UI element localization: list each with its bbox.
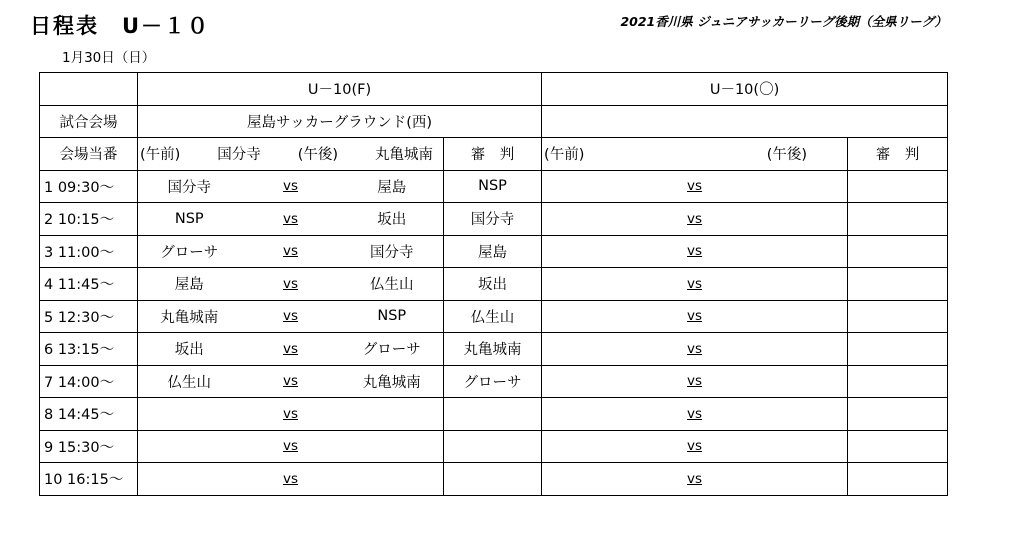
duty-f-am-team: 国分寺	[217, 147, 261, 164]
match-home-team: 坂出	[138, 333, 241, 366]
match-home-team: 丸亀城南	[138, 300, 241, 333]
venue-o-value	[542, 105, 948, 138]
match-away-team: 国分寺	[341, 235, 444, 268]
match-away-team: 坂出	[341, 203, 444, 236]
match-o-referee	[848, 365, 948, 398]
venue-row	[40, 105, 948, 138]
match-referee: グローサ	[444, 365, 542, 398]
match-home-team	[138, 463, 241, 496]
match-home-team: NSP	[138, 203, 241, 236]
match-home-team: 仏生山	[138, 365, 241, 398]
match-o-vs: vs	[542, 203, 848, 236]
match-vs: vs	[241, 333, 341, 366]
match-o-vs: vs	[542, 430, 848, 463]
match-home-team	[138, 430, 241, 463]
match-rows	[40, 170, 948, 495]
match-slot: 2 10:15～	[40, 203, 138, 236]
match-slot: 6 13:15～	[40, 333, 138, 366]
match-row	[40, 235, 948, 268]
match-away-team: グローサ	[341, 333, 444, 366]
referee-header-f: 審 判	[444, 138, 542, 171]
match-referee: 国分寺	[444, 203, 542, 236]
match-vs: vs	[241, 398, 341, 431]
division-header-row	[40, 73, 948, 106]
match-row	[40, 333, 948, 366]
match-vs: vs	[241, 235, 341, 268]
match-slot: 5 12:30～	[40, 300, 138, 333]
duty-f-pm-label: (午後)	[297, 147, 339, 164]
match-o-vs: vs	[542, 333, 848, 366]
match-o-vs: vs	[542, 398, 848, 431]
duty-o-pm-label: (午後)	[766, 147, 808, 164]
match-home-team	[138, 398, 241, 431]
duty-f-am-label: (午前)	[140, 147, 181, 164]
match-o-referee	[848, 170, 948, 203]
match-slot: 7 14:00～	[40, 365, 138, 398]
match-o-vs: vs	[542, 365, 848, 398]
match-row	[40, 398, 948, 431]
match-o-referee	[848, 463, 948, 496]
match-o-referee	[848, 398, 948, 431]
league-subtitle: 2021香川県 ジュニアサッカーリーグ後期（全県リーグ）	[620, 14, 947, 29]
match-o-referee	[848, 203, 948, 236]
match-vs: vs	[241, 203, 341, 236]
match-referee	[444, 463, 542, 496]
match-away-team: 丸亀城南	[341, 365, 444, 398]
match-away-team: 屋島	[341, 170, 444, 203]
match-away-team: 仏生山	[341, 268, 444, 301]
division-o-header: U－10(〇)	[542, 73, 948, 106]
match-o-vs: vs	[542, 463, 848, 496]
duty-f-pm-team: 丸亀城南	[374, 147, 433, 164]
venue-f-value: 屋島サッカーグラウンド(西)	[138, 105, 542, 138]
match-away-team: NSP	[341, 300, 444, 333]
match-referee: 坂出	[444, 268, 542, 301]
match-away-team	[341, 463, 444, 496]
duty-row	[40, 138, 948, 171]
match-row	[40, 203, 948, 236]
match-referee: NSP	[444, 170, 542, 203]
match-home-team: 国分寺	[138, 170, 241, 203]
match-home-team: グローサ	[138, 235, 241, 268]
match-vs: vs	[241, 430, 341, 463]
match-referee: 屋島	[444, 235, 542, 268]
duty-f-cell	[138, 138, 444, 171]
match-o-referee	[848, 430, 948, 463]
match-o-referee	[848, 333, 948, 366]
match-row	[40, 430, 948, 463]
match-slot: 8 14:45～	[40, 398, 138, 431]
match-date: 1月30日（日）	[62, 50, 156, 66]
match-row	[40, 365, 948, 398]
page-title: 日程表 U－１０	[30, 14, 211, 38]
duty-o-am-label: (午前)	[544, 147, 585, 164]
match-slot: 9 15:30～	[40, 430, 138, 463]
match-o-referee	[848, 268, 948, 301]
match-o-vs: vs	[542, 235, 848, 268]
match-vs: vs	[241, 365, 341, 398]
match-slot: 3 11:00～	[40, 235, 138, 268]
duty-o-cell	[542, 138, 848, 171]
match-away-team	[341, 398, 444, 431]
match-referee: 仏生山	[444, 300, 542, 333]
venue-label: 試合会場	[40, 105, 138, 138]
schedule-table	[39, 72, 948, 496]
match-referee	[444, 398, 542, 431]
match-row	[40, 268, 948, 301]
match-o-vs: vs	[542, 268, 848, 301]
match-away-team	[341, 430, 444, 463]
match-slot: 4 11:45～	[40, 268, 138, 301]
match-vs: vs	[241, 170, 341, 203]
referee-header-o: 審 判	[848, 138, 948, 171]
match-vs: vs	[241, 268, 341, 301]
duty-label: 会場当番	[40, 138, 138, 171]
match-referee: 丸亀城南	[444, 333, 542, 366]
match-o-vs: vs	[542, 300, 848, 333]
match-slot: 10 16:15～	[40, 463, 138, 496]
match-row	[40, 463, 948, 496]
match-home-team: 屋島	[138, 268, 241, 301]
match-row	[40, 300, 948, 333]
match-o-vs: vs	[542, 170, 848, 203]
match-row	[40, 170, 948, 203]
match-referee	[444, 430, 542, 463]
match-vs: vs	[241, 463, 341, 496]
match-vs: vs	[241, 300, 341, 333]
match-slot: 1 09:30～	[40, 170, 138, 203]
match-o-referee	[848, 300, 948, 333]
division-f-header: U－10(F)	[138, 73, 542, 106]
match-o-referee	[848, 235, 948, 268]
corner-cell	[40, 73, 138, 106]
